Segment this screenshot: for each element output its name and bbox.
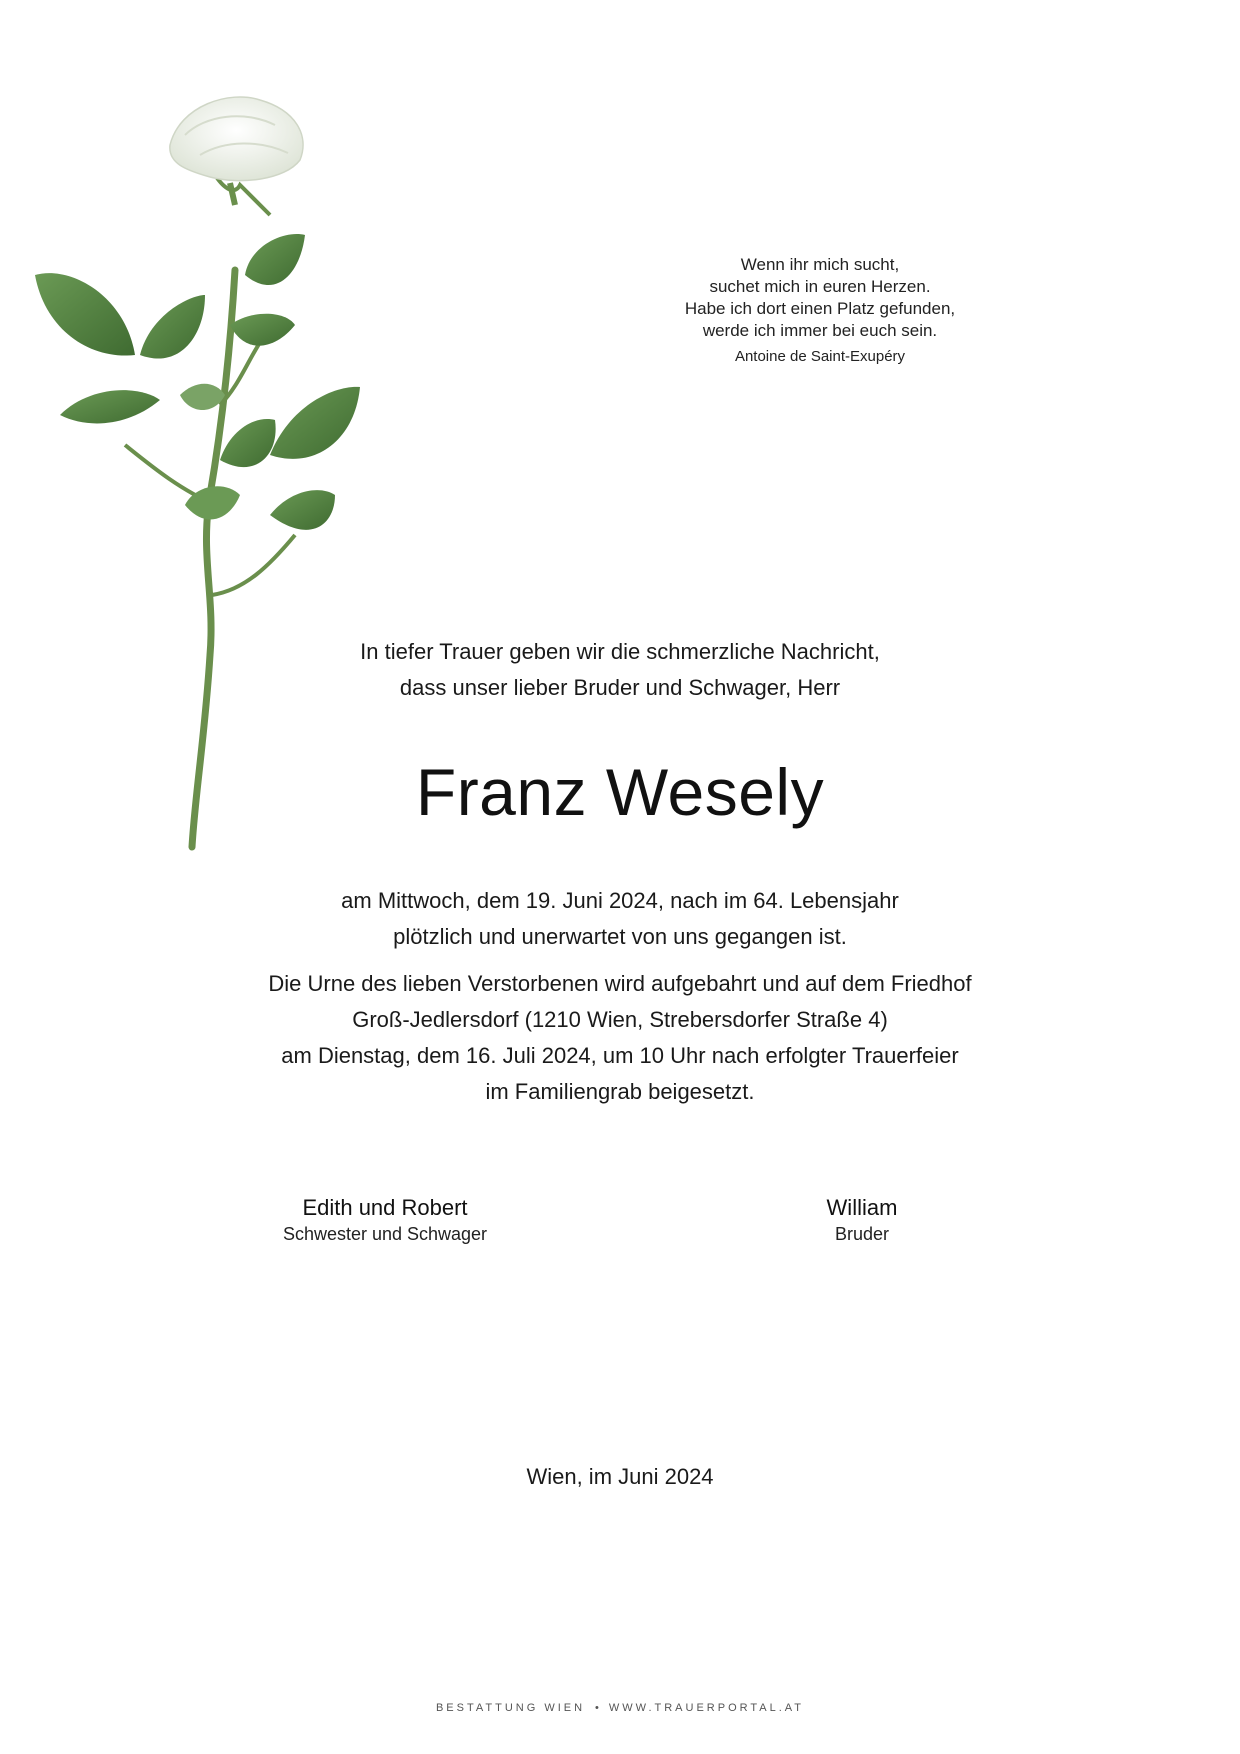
footer-separator: • (595, 1702, 599, 1714)
mourner-relation: Schwester und Schwager (282, 1224, 488, 1244)
memorial-quote (620, 254, 1020, 368)
intro-line: dass unser lieber Bruder und Schwager, Herr (399, 675, 841, 700)
burial-line: im Familiengrab beigesetzt. (485, 1079, 755, 1104)
quote-line: Habe ich dort einen Platz gefunden, (684, 299, 956, 318)
footer-brand: BESTATTUNG WIEN (435, 1702, 586, 1714)
burial-line: Die Urne des lieben Verstorbenen wird aufgebahrt und auf dem Friedhof (268, 971, 972, 996)
quote-author: Antoine de Saint-Exupéry (734, 348, 906, 365)
white-rose-icon (30, 95, 410, 855)
death-line: am Mittwoch, dem 19. Juni 2024, nach im 64. Lebensjahr (341, 888, 899, 913)
deceased-name: Franz Wesely (415, 755, 825, 829)
quote-line: suchet mich in euren Herzen. (709, 277, 931, 296)
announcement-intro (0, 634, 1240, 706)
burial-notice (0, 966, 1240, 1110)
burial-line: Groß-Jedlersdorf (1210 Wien, Strebersdorfer Straße 4) (352, 1007, 888, 1032)
mourner-relation: Bruder (834, 1224, 890, 1244)
footer-website-link[interactable]: WWW.TRAUERPORTAL.AT (608, 1702, 805, 1714)
burial-line: am Dienstag, dem 16. Juli 2024, um 10 Uhr nach erfolgter Trauerfeier (281, 1043, 959, 1068)
quote-line: Wenn ihr mich sucht, (740, 255, 900, 274)
footer (0, 1702, 1240, 1714)
mourner-name: William (826, 1195, 898, 1220)
mourner-entry (205, 1194, 565, 1246)
mourner-name: Edith und Robert (302, 1195, 468, 1220)
place-date: Wien, im Juni 2024 (526, 1464, 714, 1489)
mourner-entry (682, 1194, 1042, 1246)
death-line: plötzlich und unerwartet von uns gegangen ist. (393, 924, 847, 949)
death-notice (0, 883, 1240, 955)
intro-line: In tiefer Trauer geben wir die schmerzliche Nachricht, (360, 639, 880, 664)
quote-line: werde ich immer bei euch sein. (702, 321, 938, 340)
